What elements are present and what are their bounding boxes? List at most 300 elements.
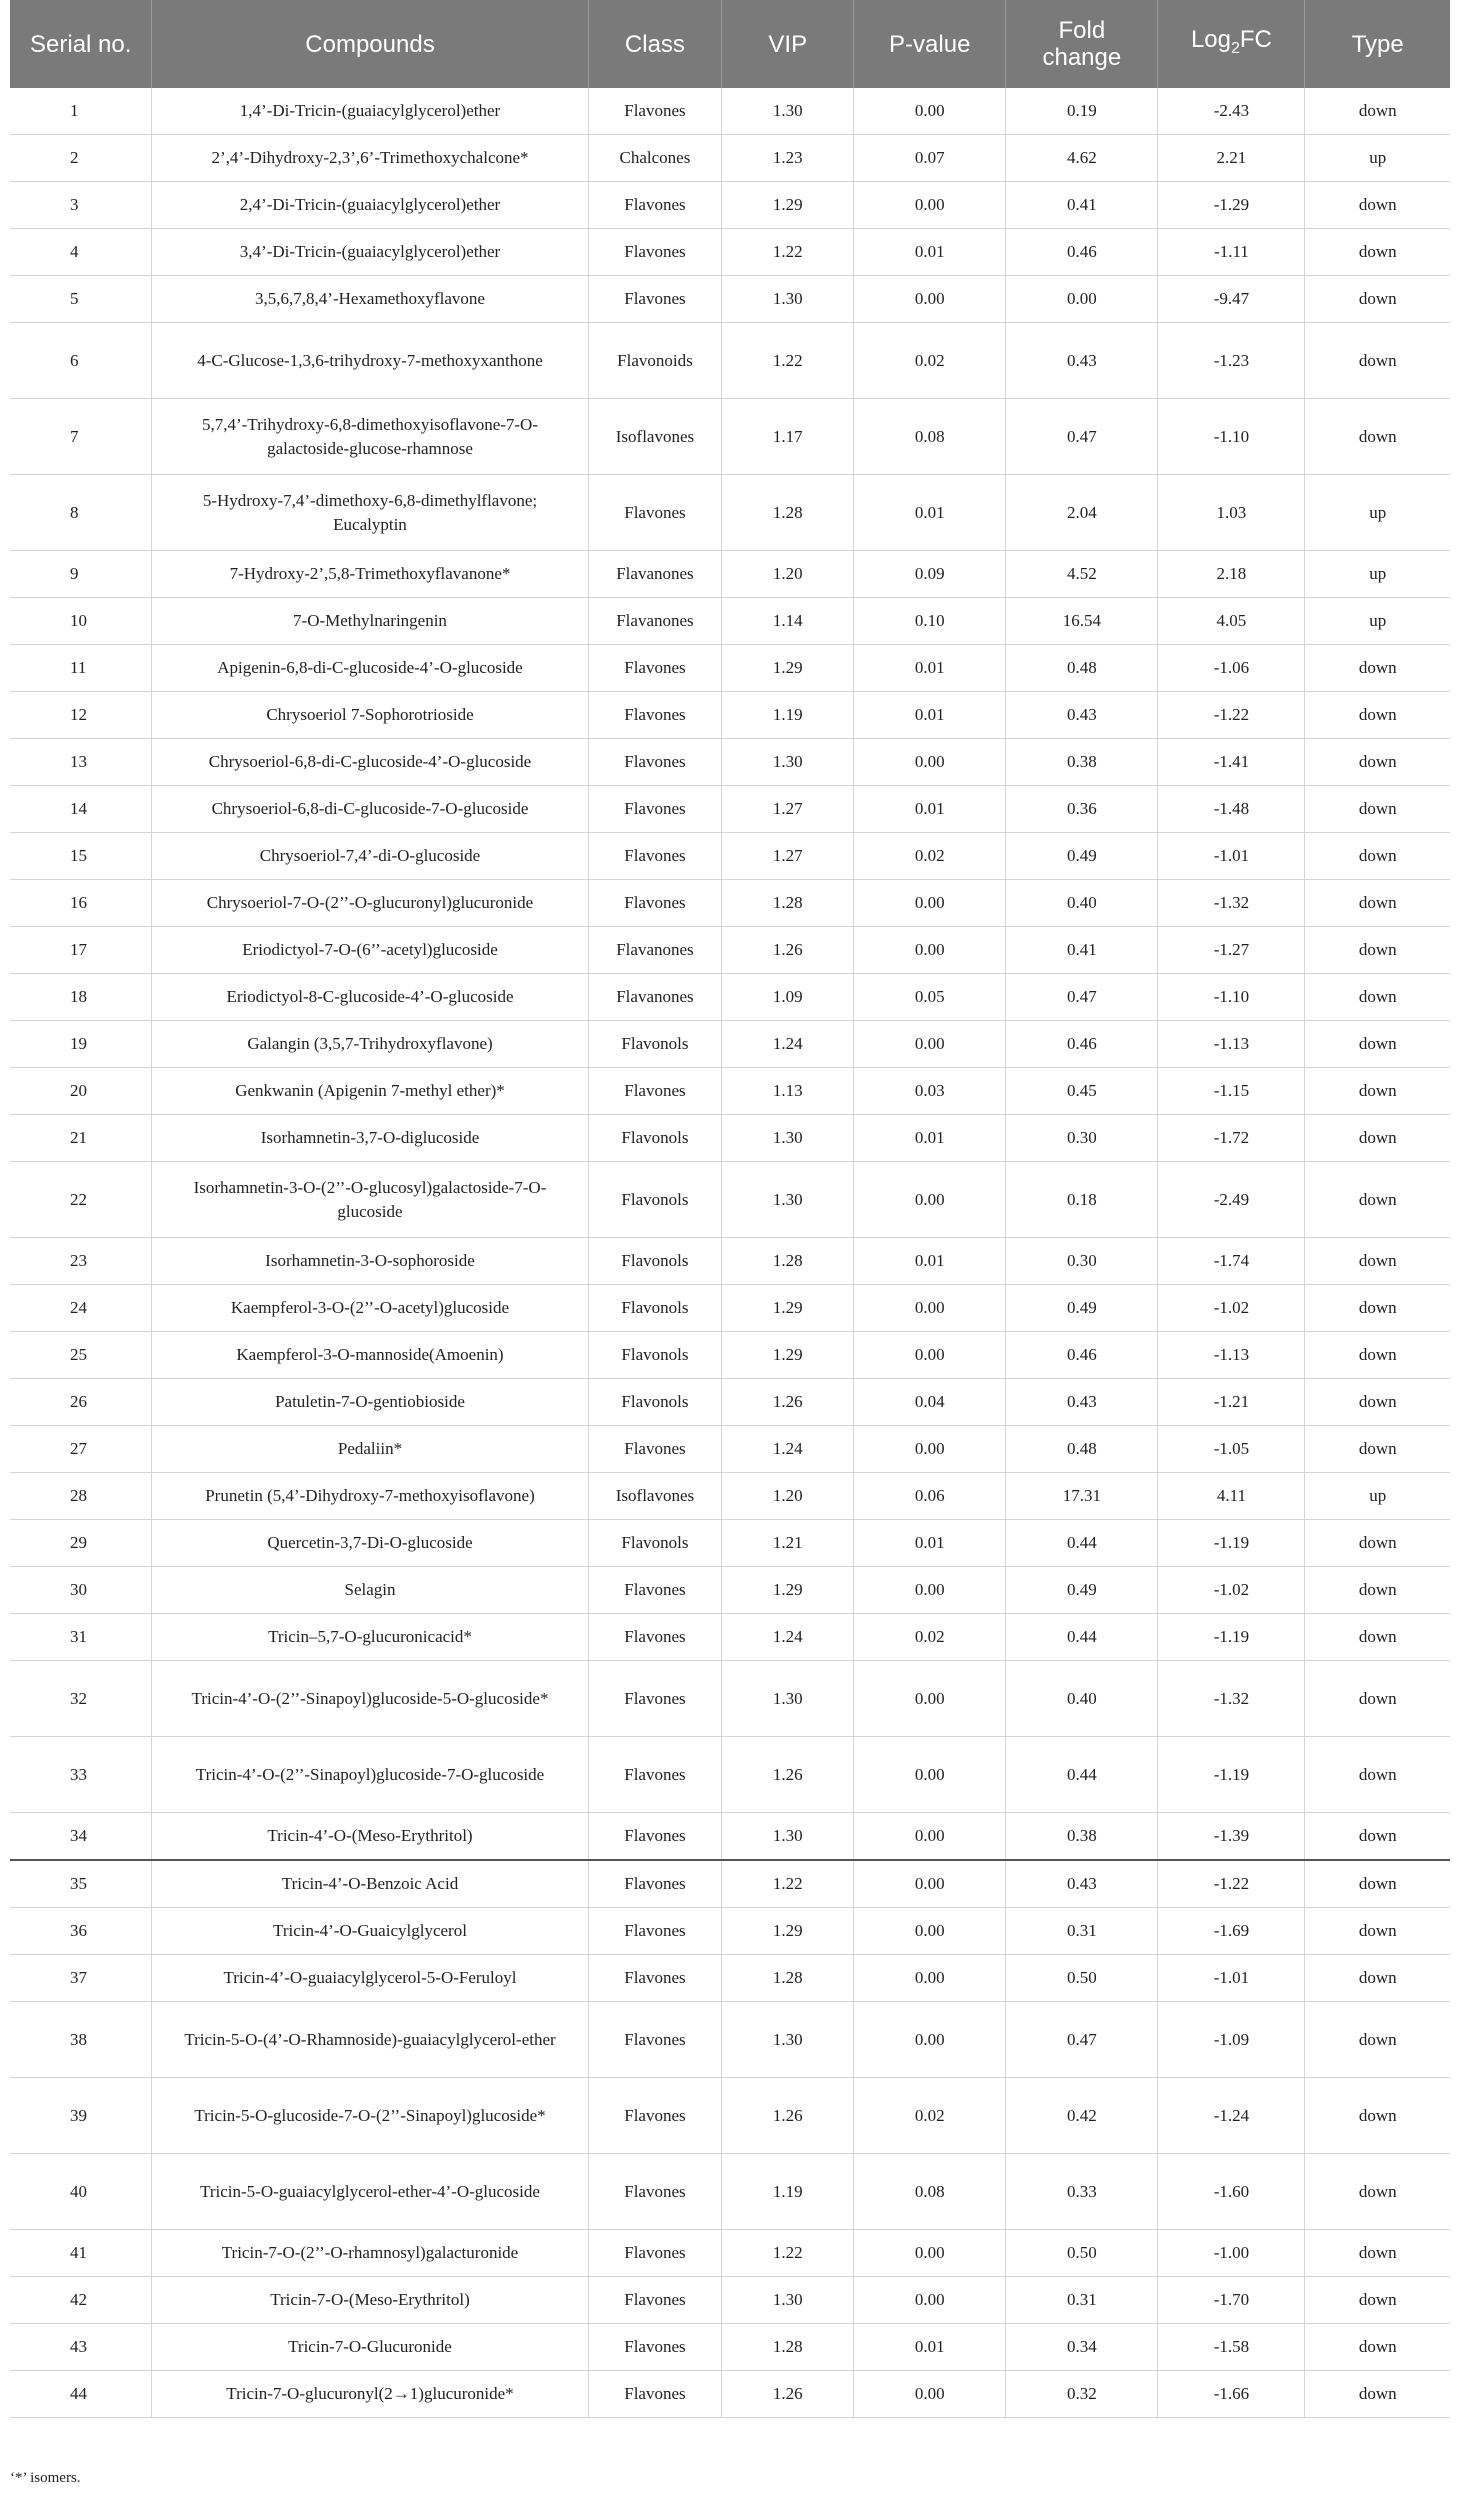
cell-foldchange: 4.62 [1006, 135, 1158, 182]
cell-foldchange: 0.44 [1006, 1520, 1158, 1567]
cell-class: Flavones [588, 2078, 722, 2154]
cell-pvalue: 0.02 [854, 1614, 1006, 1661]
cell-type: down [1305, 692, 1450, 739]
cell-class: Flavones [588, 2002, 722, 2078]
table-row [10, 2371, 1450, 2418]
cell-foldchange: 16.54 [1006, 598, 1158, 645]
cell-type: down [1305, 399, 1450, 475]
cell-serial: 9 [10, 551, 152, 598]
cell-compound: Isorhamnetin-3-O-sophoroside [152, 1238, 588, 1285]
cell-compound: Patuletin-7-O-gentiobioside [152, 1379, 588, 1426]
cell-log2fc: -1.05 [1158, 1426, 1305, 1473]
header-log2fc-sub: 2 [1230, 39, 1240, 57]
cell-log2fc: -1.19 [1158, 1614, 1305, 1661]
cell-serial: 36 [10, 1908, 152, 1955]
cell-compound: Tricin–5,7-O-glucuronicacid* [152, 1614, 588, 1661]
cell-class: Flavones [588, 2277, 722, 2324]
cell-foldchange: 2.04 [1006, 475, 1158, 551]
cell-compound: Tricin-5-O-(4’-O-Rhamnoside)-guaiacylglycerol-ether [152, 2002, 588, 2078]
cell-serial: 10 [10, 598, 152, 645]
table-row [10, 323, 1450, 399]
cell-log2fc: -1.41 [1158, 739, 1305, 786]
cell-vip: 1.30 [722, 88, 854, 135]
cell-foldchange: 0.41 [1006, 182, 1158, 229]
cell-log2fc: 2.18 [1158, 551, 1305, 598]
cell-foldchange: 4.52 [1006, 551, 1158, 598]
cell-serial: 2 [10, 135, 152, 182]
cell-serial: 30 [10, 1567, 152, 1614]
cell-compound: Selagin [152, 1567, 588, 1614]
cell-vip: 1.22 [722, 229, 854, 276]
cell-log2fc: -1.29 [1158, 182, 1305, 229]
cell-foldchange: 0.34 [1006, 2324, 1158, 2371]
table-row [10, 229, 1450, 276]
cell-compound: Kaempferol-3-O-mannoside(Amoenin) [152, 1332, 588, 1379]
cell-serial: 27 [10, 1426, 152, 1473]
cell-type: down [1305, 276, 1450, 323]
cell-serial: 35 [10, 1860, 152, 1908]
table-row [10, 551, 1450, 598]
table-body [10, 88, 1450, 2418]
cell-type: down [1305, 974, 1450, 1021]
cell-vip: 1.26 [722, 927, 854, 974]
cell-foldchange: 0.43 [1006, 1860, 1158, 1908]
cell-foldchange: 0.31 [1006, 1908, 1158, 1955]
cell-pvalue: 0.00 [854, 927, 1006, 974]
cell-pvalue: 0.00 [854, 880, 1006, 927]
cell-pvalue: 0.02 [854, 833, 1006, 880]
cell-class: Flavones [588, 88, 722, 135]
cell-pvalue: 0.01 [854, 229, 1006, 276]
cell-compound: Tricin-4’-O-guaiacylglycerol-5-O-Feruloyl [152, 1955, 588, 2002]
cell-vip: 1.30 [722, 2277, 854, 2324]
table-row [10, 182, 1450, 229]
cell-vip: 1.26 [722, 1737, 854, 1813]
cell-compound: 4-C-Glucose-1,3,6-trihydroxy-7-methoxyxanthone [152, 323, 588, 399]
cell-serial: 31 [10, 1614, 152, 1661]
cell-type: down [1305, 2371, 1450, 2418]
cell-foldchange: 0.46 [1006, 1332, 1158, 1379]
cell-pvalue: 0.02 [854, 2078, 1006, 2154]
cell-compound: 3,5,6,7,8,4’-Hexamethoxyflavone [152, 276, 588, 323]
cell-class: Flavanones [588, 551, 722, 598]
cell-serial: 42 [10, 2277, 152, 2324]
table-row [10, 88, 1450, 135]
cell-pvalue: 0.01 [854, 786, 1006, 833]
cell-serial: 8 [10, 475, 152, 551]
table-row [10, 1520, 1450, 1567]
cell-foldchange: 0.43 [1006, 323, 1158, 399]
cell-pvalue: 0.00 [854, 1661, 1006, 1737]
cell-log2fc: -2.49 [1158, 1162, 1305, 1238]
cell-log2fc: 1.03 [1158, 475, 1305, 551]
cell-type: down [1305, 833, 1450, 880]
cell-vip: 1.29 [722, 1567, 854, 1614]
table-row [10, 1068, 1450, 1115]
cell-type: down [1305, 927, 1450, 974]
cell-compound: Galangin (3,5,7-Trihydroxyflavone) [152, 1021, 588, 1068]
table-row [10, 1379, 1450, 1426]
cell-vip: 1.19 [722, 692, 854, 739]
cell-serial: 22 [10, 1162, 152, 1238]
cell-type: down [1305, 1162, 1450, 1238]
cell-log2fc: -1.22 [1158, 1860, 1305, 1908]
cell-vip: 1.09 [722, 974, 854, 1021]
cell-compound: 7-O-Methylnaringenin [152, 598, 588, 645]
cell-compound: Isorhamnetin-3,7-O-diglucoside [152, 1115, 588, 1162]
cell-pvalue: 0.08 [854, 399, 1006, 475]
table-row [10, 1021, 1450, 1068]
header-pvalue: P-value [854, 0, 1006, 88]
cell-serial: 1 [10, 88, 152, 135]
cell-pvalue: 0.00 [854, 1426, 1006, 1473]
cell-foldchange: 0.41 [1006, 927, 1158, 974]
cell-foldchange: 0.38 [1006, 1813, 1158, 1861]
cell-serial: 43 [10, 2324, 152, 2371]
cell-log2fc: -1.13 [1158, 1332, 1305, 1379]
cell-pvalue: 0.08 [854, 2154, 1006, 2230]
cell-pvalue: 0.01 [854, 475, 1006, 551]
cell-pvalue: 0.00 [854, 88, 1006, 135]
cell-vip: 1.29 [722, 645, 854, 692]
cell-log2fc: -1.01 [1158, 1955, 1305, 2002]
cell-serial: 3 [10, 182, 152, 229]
cell-type: down [1305, 1567, 1450, 1614]
header-log2fc-post: FC [1239, 26, 1272, 54]
cell-log2fc: -1.21 [1158, 1379, 1305, 1426]
cell-foldchange: 0.38 [1006, 739, 1158, 786]
cell-foldchange: 0.42 [1006, 2078, 1158, 2154]
cell-serial: 15 [10, 833, 152, 880]
table-row [10, 2078, 1450, 2154]
cell-type: down [1305, 1860, 1450, 1908]
cell-pvalue: 0.00 [854, 2371, 1006, 2418]
cell-class: Flavones [588, 880, 722, 927]
table-row [10, 2324, 1450, 2371]
cell-compound: Chrysoeriol-7-O-(2’’-O-glucuronyl)glucuronide [152, 880, 588, 927]
cell-class: Flavanones [588, 598, 722, 645]
cell-foldchange: 0.40 [1006, 1661, 1158, 1737]
cell-serial: 32 [10, 1661, 152, 1737]
cell-class: Flavones [588, 692, 722, 739]
cell-pvalue: 0.10 [854, 598, 1006, 645]
cell-serial: 38 [10, 2002, 152, 2078]
cell-type: down [1305, 1379, 1450, 1426]
header-serial: Serial no. [10, 0, 152, 88]
cell-class: Flavones [588, 1860, 722, 1908]
table-row [10, 1614, 1450, 1661]
cell-log2fc: -1.24 [1158, 2078, 1305, 2154]
cell-class: Isoflavones [588, 1473, 722, 1520]
cell-log2fc: -1.13 [1158, 1021, 1305, 1068]
cell-compound: 2’,4’-Dihydroxy-2,3’,6’-Trimethoxychalcone* [152, 135, 588, 182]
cell-log2fc: -9.47 [1158, 276, 1305, 323]
cell-serial: 5 [10, 276, 152, 323]
cell-log2fc: -2.43 [1158, 88, 1305, 135]
table-row [10, 135, 1450, 182]
cell-vip: 1.13 [722, 1068, 854, 1115]
cell-log2fc: -1.06 [1158, 645, 1305, 692]
cell-pvalue: 0.01 [854, 645, 1006, 692]
cell-class: Flavonols [588, 1238, 722, 1285]
table-row [10, 2154, 1450, 2230]
cell-foldchange: 0.45 [1006, 1068, 1158, 1115]
cell-vip: 1.30 [722, 1162, 854, 1238]
cell-class: Flavones [588, 739, 722, 786]
cell-type: down [1305, 182, 1450, 229]
cell-class: Flavonols [588, 1162, 722, 1238]
cell-compound: Tricin-7-O-(Meso-Erythritol) [152, 2277, 588, 2324]
cell-log2fc: -1.02 [1158, 1567, 1305, 1614]
cell-class: Flavones [588, 1813, 722, 1861]
table-row [10, 1908, 1450, 1955]
cell-class: Flavones [588, 229, 722, 276]
cell-pvalue: 0.00 [854, 2230, 1006, 2277]
cell-foldchange: 0.30 [1006, 1238, 1158, 1285]
cell-vip: 1.28 [722, 880, 854, 927]
table-row [10, 1473, 1450, 1520]
cell-class: Flavonols [588, 1115, 722, 1162]
cell-type: down [1305, 1908, 1450, 1955]
cell-foldchange: 0.50 [1006, 1955, 1158, 2002]
cell-serial: 17 [10, 927, 152, 974]
cell-foldchange: 0.48 [1006, 1426, 1158, 1473]
cell-log2fc: -1.15 [1158, 1068, 1305, 1115]
cell-type: down [1305, 1115, 1450, 1162]
cell-vip: 1.28 [722, 2324, 854, 2371]
cell-log2fc: -1.72 [1158, 1115, 1305, 1162]
cell-type: down [1305, 645, 1450, 692]
cell-pvalue: 0.06 [854, 1473, 1006, 1520]
cell-pvalue: 0.00 [854, 1162, 1006, 1238]
cell-type: down [1305, 1021, 1450, 1068]
cell-foldchange: 0.44 [1006, 1737, 1158, 1813]
cell-vip: 1.28 [722, 475, 854, 551]
header-row [10, 0, 1450, 88]
table-row [10, 1332, 1450, 1379]
cell-pvalue: 0.05 [854, 974, 1006, 1021]
cell-class: Flavones [588, 1068, 722, 1115]
cell-pvalue: 0.00 [854, 182, 1006, 229]
cell-type: down [1305, 1614, 1450, 1661]
table-row [10, 1426, 1450, 1473]
cell-compound: 3,4’-Di-Tricin-(guaiacylglycerol)ether [152, 229, 588, 276]
table-row [10, 1567, 1450, 1614]
cell-log2fc: -1.09 [1158, 2002, 1305, 2078]
cell-class: Flavanones [588, 974, 722, 1021]
cell-vip: 1.20 [722, 1473, 854, 1520]
table-row [10, 276, 1450, 323]
cell-log2fc: -1.27 [1158, 927, 1305, 974]
cell-foldchange: 0.48 [1006, 645, 1158, 692]
cell-foldchange: 0.18 [1006, 1162, 1158, 1238]
cell-serial: 7 [10, 399, 152, 475]
cell-class: Flavones [588, 475, 722, 551]
cell-log2fc: -1.02 [1158, 1285, 1305, 1332]
cell-type: down [1305, 88, 1450, 135]
cell-compound: 7-Hydroxy-2’,5,8-Trimethoxyflavanone* [152, 551, 588, 598]
cell-pvalue: 0.00 [854, 1955, 1006, 2002]
cell-class: Flavones [588, 2371, 722, 2418]
cell-class: Flavones [588, 2154, 722, 2230]
cell-foldchange: 0.32 [1006, 2371, 1158, 2418]
cell-class: Flavonoids [588, 323, 722, 399]
cell-vip: 1.20 [722, 551, 854, 598]
table-row [10, 1737, 1450, 1813]
cell-foldchange: 17.31 [1006, 1473, 1158, 1520]
table-row [10, 1162, 1450, 1238]
cell-compound: Chrysoeriol-6,8-di-C-glucoside-4’-O-glucoside [152, 739, 588, 786]
cell-type: down [1305, 1332, 1450, 1379]
cell-log2fc: -1.22 [1158, 692, 1305, 739]
cell-log2fc: -1.00 [1158, 2230, 1305, 2277]
header-log2fc [1158, 0, 1305, 88]
table-row [10, 1285, 1450, 1332]
cell-log2fc: -1.19 [1158, 1520, 1305, 1567]
table-row [10, 2277, 1450, 2324]
cell-foldchange: 0.47 [1006, 2002, 1158, 2078]
cell-foldchange: 0.46 [1006, 1021, 1158, 1068]
cell-pvalue: 0.00 [854, 1860, 1006, 1908]
cell-serial: 25 [10, 1332, 152, 1379]
cell-vip: 1.26 [722, 1379, 854, 1426]
cell-vip: 1.14 [722, 598, 854, 645]
table-row [10, 880, 1450, 927]
cell-compound: Tricin-5-O-guaiacylglycerol-ether-4’-O-glucoside [152, 2154, 588, 2230]
cell-vip: 1.26 [722, 2371, 854, 2418]
cell-type: up [1305, 551, 1450, 598]
cell-compound: 5-Hydroxy-7,4’-dimethoxy-6,8-dimethylflavone; Eucalyptin [152, 475, 588, 551]
cell-log2fc: -1.23 [1158, 323, 1305, 399]
cell-vip: 1.19 [722, 2154, 854, 2230]
cell-vip: 1.29 [722, 1908, 854, 1955]
table-container [10, 0, 1450, 2418]
cell-foldchange: 0.33 [1006, 2154, 1158, 2230]
cell-vip: 1.30 [722, 2002, 854, 2078]
cell-vip: 1.30 [722, 739, 854, 786]
cell-type: down [1305, 1661, 1450, 1737]
cell-class: Isoflavones [588, 399, 722, 475]
cell-vip: 1.24 [722, 1021, 854, 1068]
table-row [10, 1813, 1450, 1861]
cell-pvalue: 0.00 [854, 1813, 1006, 1861]
cell-serial: 21 [10, 1115, 152, 1162]
table-row [10, 2230, 1450, 2277]
table-row [10, 1860, 1450, 1908]
cell-class: Flavones [588, 276, 722, 323]
table-row [10, 645, 1450, 692]
cell-log2fc: -1.39 [1158, 1813, 1305, 1861]
cell-foldchange: 0.44 [1006, 1614, 1158, 1661]
table-row [10, 598, 1450, 645]
cell-serial: 33 [10, 1737, 152, 1813]
cell-compound: Eriodictyol-8-C-glucoside-4’-O-glucoside [152, 974, 588, 1021]
cell-log2fc: -1.11 [1158, 229, 1305, 276]
cell-pvalue: 0.09 [854, 551, 1006, 598]
cell-pvalue: 0.01 [854, 2324, 1006, 2371]
cell-foldchange: 0.40 [1006, 880, 1158, 927]
cell-type: down [1305, 739, 1450, 786]
cell-compound: Genkwanin (Apigenin 7-methyl ether)* [152, 1068, 588, 1115]
cell-compound: Eriodictyol-7-O-(6’’-acetyl)glucoside [152, 927, 588, 974]
cell-class: Flavones [588, 645, 722, 692]
cell-serial: 39 [10, 2078, 152, 2154]
cell-compound: Tricin-5-O-glucoside-7-O-(2’’-Sinapoyl)glucoside* [152, 2078, 588, 2154]
header-foldchange-text: Fold change [1042, 17, 1122, 71]
cell-serial: 41 [10, 2230, 152, 2277]
cell-vip: 1.23 [722, 135, 854, 182]
cell-type: down [1305, 1737, 1450, 1813]
cell-vip: 1.21 [722, 1520, 854, 1567]
cell-class: Flavonols [588, 1379, 722, 1426]
cell-log2fc: -1.19 [1158, 1737, 1305, 1813]
cell-vip: 1.22 [722, 323, 854, 399]
header-foldchange [1006, 0, 1158, 88]
cell-compound: Isorhamnetin-3-O-(2’’-O-glucosyl)galactoside-7-O-glucoside [152, 1162, 588, 1238]
cell-class: Flavones [588, 2324, 722, 2371]
cell-foldchange: 0.36 [1006, 786, 1158, 833]
cell-vip: 1.29 [722, 1285, 854, 1332]
cell-type: down [1305, 1068, 1450, 1115]
cell-pvalue: 0.01 [854, 692, 1006, 739]
cell-pvalue: 0.03 [854, 1068, 1006, 1115]
cell-compound: 2,4’-Di-Tricin-(guaiacylglycerol)ether [152, 182, 588, 229]
cell-class: Flavonols [588, 1285, 722, 1332]
cell-foldchange: 0.43 [1006, 1379, 1158, 1426]
cell-type: down [1305, 1813, 1450, 1861]
cell-type: down [1305, 2324, 1450, 2371]
cell-log2fc: -1.70 [1158, 2277, 1305, 2324]
cell-compound: Tricin-4’-O-(2’’-Sinapoyl)glucoside-7-O-glucoside [152, 1737, 588, 1813]
cell-vip: 1.24 [722, 1614, 854, 1661]
cell-pvalue: 0.00 [854, 1567, 1006, 1614]
cell-serial: 14 [10, 786, 152, 833]
cell-type: down [1305, 2230, 1450, 2277]
cell-foldchange: 0.43 [1006, 692, 1158, 739]
table-row [10, 739, 1450, 786]
cell-serial: 13 [10, 739, 152, 786]
cell-type: up [1305, 475, 1450, 551]
cell-pvalue: 0.02 [854, 323, 1006, 399]
cell-foldchange: 0.49 [1006, 1285, 1158, 1332]
cell-compound: Kaempferol-3-O-(2’’-O-acetyl)glucoside [152, 1285, 588, 1332]
cell-type: down [1305, 1238, 1450, 1285]
cell-pvalue: 0.00 [854, 1285, 1006, 1332]
cell-class: Flavones [588, 2230, 722, 2277]
table-row [10, 833, 1450, 880]
cell-class: Chalcones [588, 135, 722, 182]
cell-type: down [1305, 323, 1450, 399]
cell-serial: 26 [10, 1379, 152, 1426]
cell-serial: 23 [10, 1238, 152, 1285]
cell-pvalue: 0.00 [854, 1332, 1006, 1379]
cell-vip: 1.22 [722, 2230, 854, 2277]
compounds-table [10, 0, 1450, 2418]
header-type: Type [1305, 0, 1450, 88]
table-row [10, 692, 1450, 739]
header-compounds: Compounds [152, 0, 588, 88]
cell-log2fc: -1.10 [1158, 399, 1305, 475]
cell-serial: 28 [10, 1473, 152, 1520]
cell-serial: 11 [10, 645, 152, 692]
cell-compound: Tricin-4’-O-(Meso-Erythritol) [152, 1813, 588, 1861]
cell-class: Flavonols [588, 1021, 722, 1068]
cell-log2fc: -1.74 [1158, 1238, 1305, 1285]
cell-compound: Tricin-7-O-glucuronyl(2→1)glucuronide* [152, 2371, 588, 2418]
cell-compound: Pedaliin* [152, 1426, 588, 1473]
cell-vip: 1.28 [722, 1238, 854, 1285]
cell-serial: 4 [10, 229, 152, 276]
